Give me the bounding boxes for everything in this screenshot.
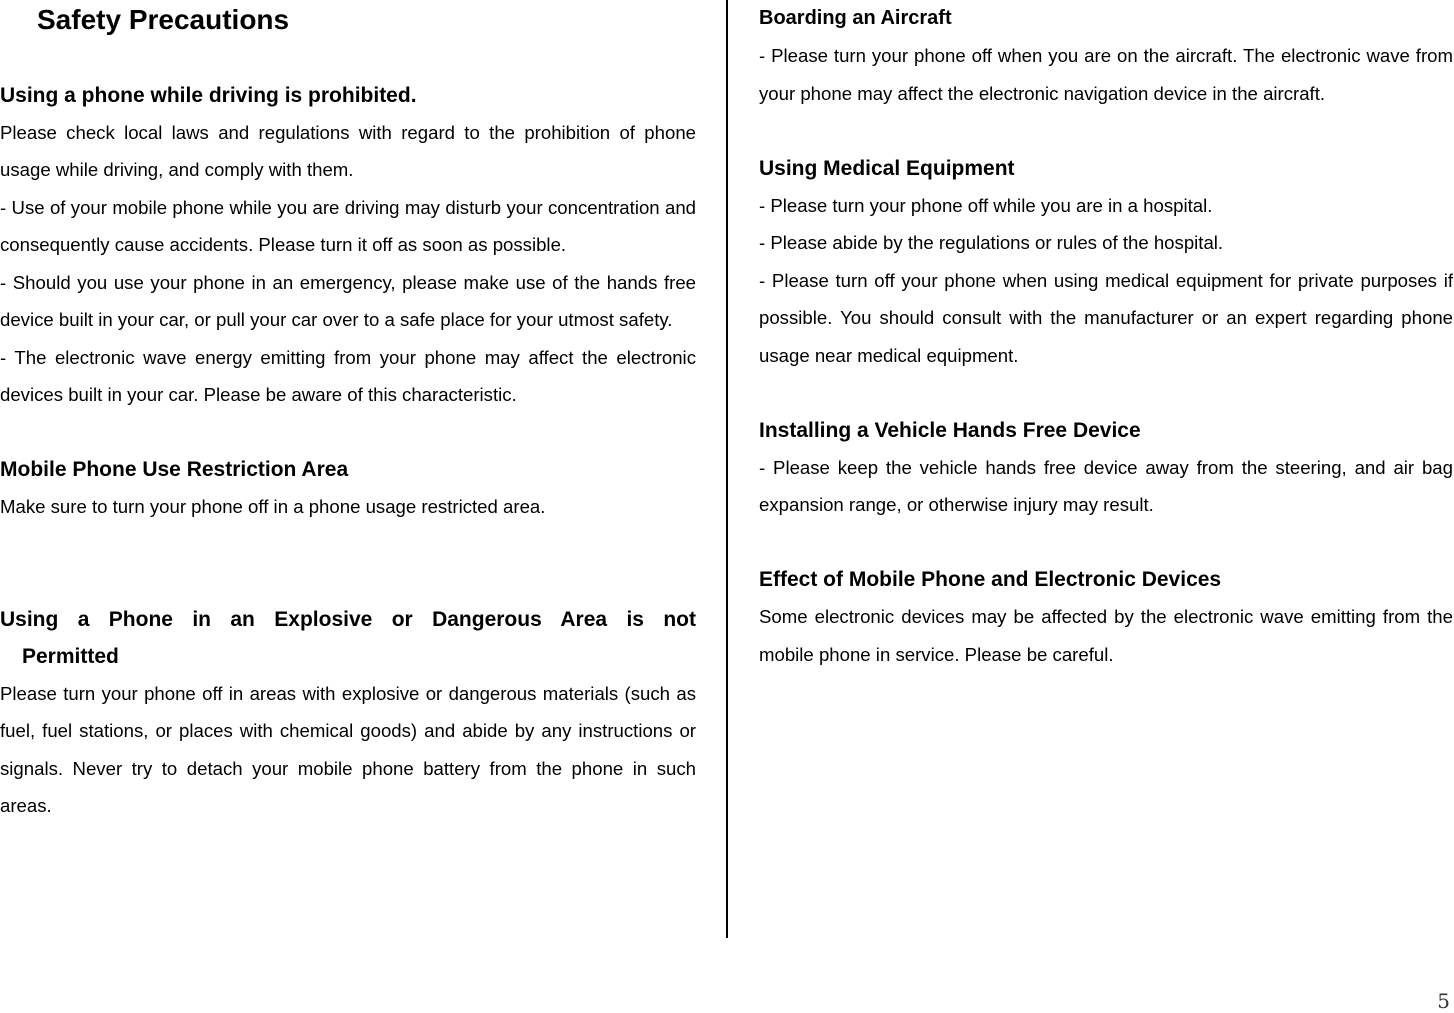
spacer [0,414,696,452]
spacer [0,39,696,77]
explosive-area-paragraph: Please turn your phone off in areas with explosive or dangerous materials (such as fuel, fuel stations, or places with chemical goods) and abide by any instructions or signals. Never try to detach your mobile phone battery from the phone in such areas. [0,682,696,816]
driving-paragraph-2: - Use of your mobile phone while you are driving may disturb your concentration and consequently cause accidents. Please turn it off as soon as possible. [0,196,696,255]
medical-paragraph-3: - Please turn off your phone when using medical equipment for private purposes if possible. You should consult with the manufacturer or an expert regarding phone usage near medical equipment. [759,269,1453,366]
driving-heading: Using a phone while driving is prohibited. [0,83,417,107]
driving-paragraph-4: - The electronic wave energy emitting from your phone may affect the electronic devices built in your car. Please be aware of this characteristic. [0,346,696,405]
electronic-devices-paragraph: Some electronic devices may be affected by the electronic wave emitting from the mobile phone in service. Please be careful. [759,606,1453,665]
medical-paragraph-1: - Please turn your phone off while you are in a hospital. [759,194,1213,216]
hands-free-heading: Installing a Vehicle Hands Free Device [759,418,1141,442]
right-column [759,0,1453,673]
spacer [0,563,696,601]
explosive-area-heading [0,601,696,675]
page-number: 5 [1437,989,1450,1013]
left-column [0,0,696,825]
page-title: Safety Precautions [37,4,290,35]
medical-paragraph-2: - Please abide by the regulations or rules of the hospital. [759,232,1224,253]
restriction-area-paragraph: Make sure to turn your phone off in a phone usage restricted area. [0,496,546,517]
spacer [759,524,1453,562]
medical-equipment-heading: Using Medical Equipment [759,156,1015,180]
explosive-area-heading-line-1: Using a Phone in an Explosive or Dangerous Area is not [0,607,696,631]
aircraft-heading: Boarding an Aircraft [759,7,952,29]
column-divider [726,0,728,938]
hands-free-paragraph: - Please keep the vehicle hands free device away from the steering, and air bag expansion range, or otherwise injury may result. [759,456,1453,515]
explosive-area-heading-line-2: Permitted [22,644,119,668]
driving-paragraph-3: - Should you use your phone in an emergency, please make use of the hands free device built in your car, or pull your car over to a safe place for your utmost safety. [0,271,696,330]
restriction-area-heading: Mobile Phone Use Restriction Area [0,458,349,481]
driving-paragraph-1: Please check local laws and regulations with regard to the prohibition of phone usage while driving, and comply with them. [0,121,696,180]
spacer [759,374,1453,412]
spacer [0,526,696,564]
aircraft-paragraph: - Please turn your phone off when you are on the aircraft. The electronic wave from your phone may affect the electronic navigation device in the aircraft. [759,45,1453,104]
electronic-devices-heading: Effect of Mobile Phone and Electronic Devices [759,568,1222,591]
spacer [759,112,1453,150]
